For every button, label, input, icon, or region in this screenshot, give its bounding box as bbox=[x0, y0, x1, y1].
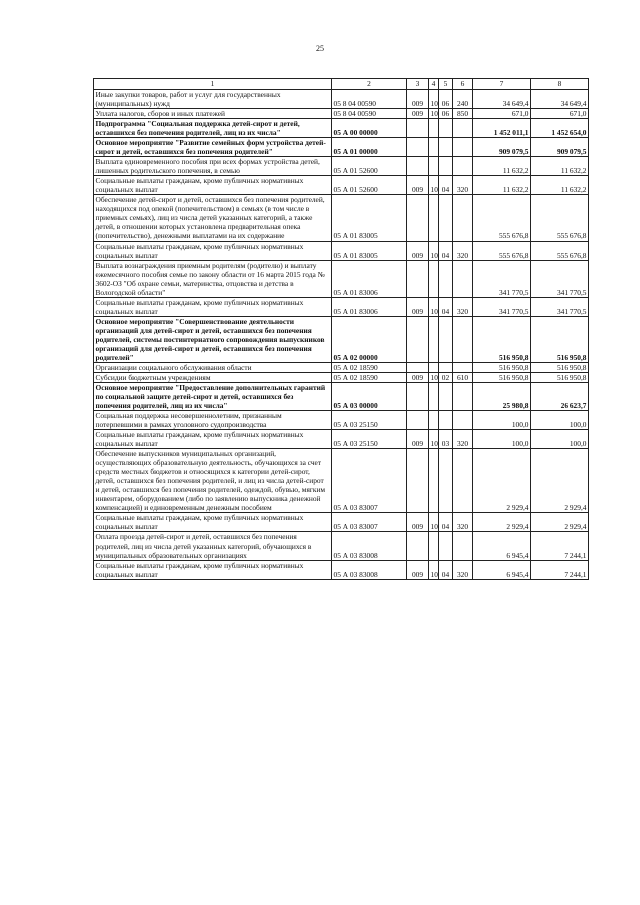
amount-year1-cell: 671,0 bbox=[473, 109, 531, 119]
section-code-cell: 10 bbox=[429, 297, 439, 316]
amount-year1-cell: 1 452 011,1 bbox=[473, 119, 531, 138]
section-code-cell bbox=[429, 382, 439, 410]
amount-year1-cell: 34 649,4 bbox=[473, 90, 531, 109]
description-cell: Обеспечение детей-сирот и детей, оставшихся без попечения родителей, находящихся под опекой (попечительством) в семьях (в том числе в приемных семьях), лиц из числа детей указанных категорий, а также детей, в отношении которых установлена предварительная опека (попечительство), денежными выплатами на их содержание bbox=[94, 195, 332, 241]
ministry-code-cell: 009 bbox=[407, 430, 429, 449]
table-row bbox=[94, 138, 589, 157]
table-row bbox=[94, 297, 589, 316]
amount-year2-cell: 26 623,7 bbox=[531, 382, 589, 410]
target-code-cell: 05 А 03 83007 bbox=[332, 513, 407, 532]
target-code-cell: 05 А 03 25150 bbox=[332, 411, 407, 430]
expense-type-cell: 610 bbox=[453, 372, 473, 382]
amount-year2-cell: 516 950,8 bbox=[531, 316, 589, 362]
target-code-cell: 05 А 03 83008 bbox=[332, 560, 407, 579]
subsection-code-cell: 02 bbox=[439, 372, 453, 382]
description-cell: Социальные выплаты гражданам, кроме публичных нормативных социальных выплат bbox=[94, 176, 332, 195]
budget-table bbox=[93, 78, 589, 580]
table-row bbox=[94, 382, 589, 410]
ministry-code-cell bbox=[407, 138, 429, 157]
subsection-code-cell: 04 bbox=[439, 241, 453, 260]
amount-year1-cell: 516 950,8 bbox=[473, 316, 531, 362]
table-row bbox=[94, 411, 589, 430]
amount-year2-cell: 2 929,4 bbox=[531, 449, 589, 513]
expense-type-cell bbox=[453, 411, 473, 430]
description-cell: Обеспечение выпускников муниципальных организаций, осуществляющих образовательную деятельность, обучающихся за счет средств местных бюджетов и относящихся к категории детей-сирот, детей, оставшихся без попечения родителей, и лиц из числа детей-сирот и детей, оставшихся без попечения родителей, одеждой, обувью, мягким инвентарем, оборудованием (либо по заявлению выпускника денежной компенсацией) и единовременным денежным пособием bbox=[94, 449, 332, 513]
expense-type-cell bbox=[453, 449, 473, 513]
amount-year2-cell: 1 452 654,0 bbox=[531, 119, 589, 138]
amount-year1-cell: 516 950,8 bbox=[473, 372, 531, 382]
ministry-code-cell bbox=[407, 316, 429, 362]
amount-year2-cell: 516 950,8 bbox=[531, 372, 589, 382]
description-cell: Социальные выплаты гражданам, кроме публичных нормативных социальных выплат bbox=[94, 430, 332, 449]
subsection-code-cell: 06 bbox=[439, 109, 453, 119]
subsection-code-cell: 04 bbox=[439, 560, 453, 579]
ministry-code-cell bbox=[407, 119, 429, 138]
target-code-cell: 05 8 04 00590 bbox=[332, 90, 407, 109]
expense-type-cell: 320 bbox=[453, 176, 473, 195]
amount-year2-cell: 2 929,4 bbox=[531, 513, 589, 532]
ministry-code-cell: 009 bbox=[407, 241, 429, 260]
target-code-cell: 05 А 03 83008 bbox=[332, 532, 407, 560]
section-code-cell: 10 bbox=[429, 560, 439, 579]
amount-year1-cell: 341 770,5 bbox=[473, 297, 531, 316]
target-code-cell: 05 А 01 00000 bbox=[332, 138, 407, 157]
section-code-cell bbox=[429, 119, 439, 138]
amount-year2-cell: 100,0 bbox=[531, 411, 589, 430]
expense-type-cell: 320 bbox=[453, 241, 473, 260]
amount-year2-cell: 671,0 bbox=[531, 109, 589, 119]
amount-year2-cell: 516 950,8 bbox=[531, 362, 589, 372]
description-cell: Подпрограмма "Социальная поддержка детей-сирот и детей, оставшихся без попечения родителей, лиц из их числа" bbox=[94, 119, 332, 138]
amount-year1-cell: 909 079,5 bbox=[473, 138, 531, 157]
header-cell-8: 8 bbox=[531, 79, 589, 90]
target-code-cell: 05 А 00 00000 bbox=[332, 119, 407, 138]
target-code-cell: 05 А 02 18590 bbox=[332, 362, 407, 372]
subsection-code-cell bbox=[439, 411, 453, 430]
amount-year1-cell: 341 770,5 bbox=[473, 260, 531, 297]
section-code-cell: 10 bbox=[429, 241, 439, 260]
subsection-code-cell bbox=[439, 362, 453, 372]
amount-year1-cell: 11 632,2 bbox=[473, 157, 531, 176]
table-row bbox=[94, 560, 589, 579]
ministry-code-cell: 009 bbox=[407, 560, 429, 579]
section-code-cell: 10 bbox=[430, 372, 438, 382]
header-cell-2: 2 bbox=[332, 79, 407, 90]
target-code-cell: 05 А 01 52600 bbox=[332, 176, 407, 195]
target-code-cell: 05 А 01 83005 bbox=[332, 195, 407, 241]
section-code-cell: 10 bbox=[429, 90, 439, 109]
ministry-code-cell bbox=[407, 382, 429, 410]
section-code-cell bbox=[429, 532, 439, 560]
amount-year1-cell: 11 632,2 bbox=[473, 176, 531, 195]
description-cell: Иные закупки товаров, работ и услуг для государственных (муниципальных) нужд bbox=[94, 90, 332, 109]
description-cell: Субсидии бюджетным учреждениям bbox=[94, 372, 332, 382]
ministry-code-cell: 009 bbox=[407, 109, 429, 119]
subsection-code-cell bbox=[439, 316, 453, 362]
description-cell: Выплата единовременного пособия при всех формах устройства детей, лишенных родительского попечения, в семью bbox=[94, 157, 332, 176]
table-row bbox=[94, 316, 589, 362]
amount-year2-cell: 555 676,8 bbox=[531, 241, 589, 260]
amount-year1-cell: 6 945,4 bbox=[473, 560, 531, 579]
amount-year2-cell: 7 244,1 bbox=[531, 560, 589, 579]
table-row bbox=[94, 449, 589, 513]
ministry-code-cell bbox=[407, 362, 429, 372]
amount-year2-cell: 909 079,5 bbox=[531, 138, 589, 157]
ministry-code-cell bbox=[407, 532, 429, 560]
amount-year2-cell: 11 632,2 bbox=[531, 157, 589, 176]
amount-year1-cell: 516 950,8 bbox=[473, 362, 531, 372]
expense-type-cell: 240 bbox=[453, 90, 473, 109]
amount-year1-cell: 555 676,8 bbox=[473, 241, 531, 260]
description-cell: Уплата налогов, сборов и иных платежей bbox=[94, 109, 332, 119]
expense-type-cell: 320 bbox=[453, 513, 473, 532]
ministry-code-cell bbox=[407, 195, 429, 241]
amount-year2-cell: 100,0 bbox=[531, 430, 589, 449]
expense-type-cell: 320 bbox=[453, 560, 473, 579]
description-cell: Социальные выплаты гражданам, кроме публичных нормативных социальных выплат bbox=[94, 297, 332, 316]
ministry-code-cell bbox=[407, 411, 429, 430]
target-code-cell: 05 А 01 52600 bbox=[332, 157, 407, 176]
table-row bbox=[94, 157, 589, 176]
description-cell: Социальные выплаты гражданам, кроме публичных нормативных социальных выплат bbox=[94, 560, 332, 579]
target-code-cell: 05 А 02 18590 bbox=[332, 372, 407, 382]
table-row bbox=[94, 90, 589, 109]
section-code-cell bbox=[429, 260, 439, 297]
amount-year1-cell: 6 945,4 bbox=[473, 532, 531, 560]
description-cell: Социальная поддержка несовершеннолетним, признанным потерпевшими в рамках уголовного судопроизводства bbox=[94, 411, 332, 430]
ministry-code-cell: 009 bbox=[407, 90, 429, 109]
table-row bbox=[94, 430, 589, 449]
description-cell: Социальные выплаты гражданам, кроме публичных нормативных социальных выплат bbox=[94, 513, 332, 532]
table-row bbox=[94, 513, 589, 532]
expense-type-cell bbox=[453, 382, 473, 410]
amount-year1-cell: 100,0 bbox=[473, 411, 531, 430]
ministry-code-cell: 009 bbox=[407, 513, 429, 532]
subsection-code-cell bbox=[439, 532, 453, 560]
header-cell-4: 4 bbox=[429, 79, 439, 90]
target-code-cell: 05 А 03 00000 bbox=[332, 382, 407, 410]
subsection-code-cell: 04 bbox=[439, 513, 453, 532]
target-code-cell: 05 А 03 83007 bbox=[332, 449, 407, 513]
table-row bbox=[94, 241, 589, 260]
section-code-cell: 10 bbox=[430, 109, 438, 119]
section-code-cell bbox=[429, 316, 439, 362]
expense-type-cell bbox=[453, 362, 473, 372]
table-row bbox=[94, 119, 589, 138]
amount-year1-cell: 2 929,4 bbox=[473, 449, 531, 513]
amount-year1-cell: 25 980,8 bbox=[473, 382, 531, 410]
subsection-code-cell bbox=[439, 260, 453, 297]
amount-year2-cell: 11 632,2 bbox=[531, 176, 589, 195]
section-code-cell bbox=[429, 138, 439, 157]
subsection-code-cell: 03 bbox=[439, 430, 453, 449]
description-cell: Выплата вознаграждения приемным родителям (родителю) и выплату ежемесячного пособия семье по закону области от 16 марта 2015 года № 3602-ОЗ "Об охране семьи, материнства, отцовства и детства в Вологодской области" bbox=[94, 260, 332, 297]
section-code-cell bbox=[429, 362, 439, 372]
subsection-code-cell bbox=[439, 449, 453, 513]
table-body bbox=[94, 90, 589, 580]
section-code-cell bbox=[429, 157, 439, 176]
description-cell: Основное мероприятие "Предоставление дополнительных гарантий по социальной защите детей-сирот и детей, оставшихся без попечения родителей, лиц из их числа" bbox=[94, 382, 332, 410]
amount-year2-cell: 555 676,8 bbox=[531, 195, 589, 241]
table-row bbox=[94, 260, 589, 297]
description-cell: Основное мероприятие "Совершенствование деятельности организаций для детей-сирот и детей, оставшихся без попечения родителей, системы постинтернатного сопровождения выпускников организаций для детей-сирот и детей, оставшихся без попечения родителей" bbox=[94, 316, 332, 362]
section-code-cell bbox=[429, 195, 439, 241]
expense-type-cell bbox=[453, 532, 473, 560]
subsection-code-cell bbox=[439, 382, 453, 410]
table-row bbox=[94, 372, 589, 382]
amount-year2-cell: 7 244,1 bbox=[531, 532, 589, 560]
expense-type-cell bbox=[453, 260, 473, 297]
amount-year1-cell: 555 676,8 bbox=[473, 195, 531, 241]
header-cell-3: 3 bbox=[407, 79, 429, 90]
description-cell: Организации социального обслуживания области bbox=[94, 362, 332, 372]
expense-type-cell bbox=[453, 157, 473, 176]
header-cell-1: 1 bbox=[94, 79, 332, 90]
expense-type-cell: 320 bbox=[453, 297, 473, 316]
ministry-code-cell: 009 bbox=[407, 372, 429, 382]
target-code-cell: 05 8 04 00590 bbox=[332, 109, 407, 119]
page-number: 25 bbox=[316, 44, 324, 53]
amount-year2-cell: 341 770,5 bbox=[531, 260, 589, 297]
subsection-code-cell bbox=[439, 138, 453, 157]
expense-type-cell: 320 bbox=[453, 430, 473, 449]
subsection-code-cell: 04 bbox=[439, 176, 453, 195]
ministry-code-cell bbox=[407, 260, 429, 297]
amount-year1-cell: 2 929,4 bbox=[473, 513, 531, 532]
description-cell: Основное мероприятие "Развитие семейных форм устройства детей-сирот и детей, оставшихся без попечения родителей" bbox=[94, 138, 332, 157]
subsection-code-cell bbox=[439, 119, 453, 138]
section-code-cell bbox=[429, 449, 439, 513]
section-code-cell: 10 bbox=[429, 430, 439, 449]
ministry-code-cell bbox=[407, 449, 429, 513]
amount-year2-cell: 341 770,5 bbox=[531, 297, 589, 316]
expense-type-cell bbox=[453, 119, 473, 138]
section-code-cell: 10 bbox=[429, 513, 439, 532]
header-cell-7: 7 bbox=[473, 79, 531, 90]
subsection-code-cell: 06 bbox=[439, 90, 453, 109]
table-row bbox=[94, 176, 589, 195]
table-row bbox=[94, 109, 589, 119]
header-cell-5: 5 bbox=[439, 79, 453, 90]
target-code-cell: 05 А 01 83006 bbox=[332, 297, 407, 316]
subsection-code-cell: 04 bbox=[439, 297, 453, 316]
target-code-cell: 05 А 03 25150 bbox=[332, 430, 407, 449]
expense-type-cell bbox=[453, 316, 473, 362]
subsection-code-cell bbox=[439, 157, 453, 176]
expense-type-cell bbox=[453, 195, 473, 241]
expense-type-cell bbox=[453, 138, 473, 157]
subsection-code-cell bbox=[439, 195, 453, 241]
section-code-cell: 10 bbox=[429, 176, 439, 195]
header-cell-6: 6 bbox=[453, 79, 473, 90]
description-cell: Оплата проезда детей-сирот и детей, оставшихся без попечения родителей, лиц из числа детей указанных категорий, обучающихся в муниципальных образовательных организациях bbox=[94, 532, 332, 560]
amount-year2-cell: 34 649,4 bbox=[531, 90, 589, 109]
expense-type-cell: 850 bbox=[453, 109, 473, 119]
target-code-cell: 05 А 02 00000 bbox=[332, 316, 407, 362]
description-cell: Социальные выплаты гражданам, кроме публичных нормативных социальных выплат bbox=[94, 241, 332, 260]
target-code-cell: 05 А 01 83005 bbox=[332, 241, 407, 260]
section-code-cell bbox=[429, 411, 439, 430]
ministry-code-cell: 009 bbox=[407, 297, 429, 316]
ministry-code-cell bbox=[407, 157, 429, 176]
table-row bbox=[94, 362, 589, 372]
table-row bbox=[94, 195, 589, 241]
table-header-row bbox=[94, 79, 589, 90]
amount-year1-cell: 100,0 bbox=[473, 430, 531, 449]
table-row bbox=[94, 532, 589, 560]
ministry-code-cell: 009 bbox=[407, 176, 429, 195]
target-code-cell: 05 А 01 83006 bbox=[332, 260, 407, 297]
